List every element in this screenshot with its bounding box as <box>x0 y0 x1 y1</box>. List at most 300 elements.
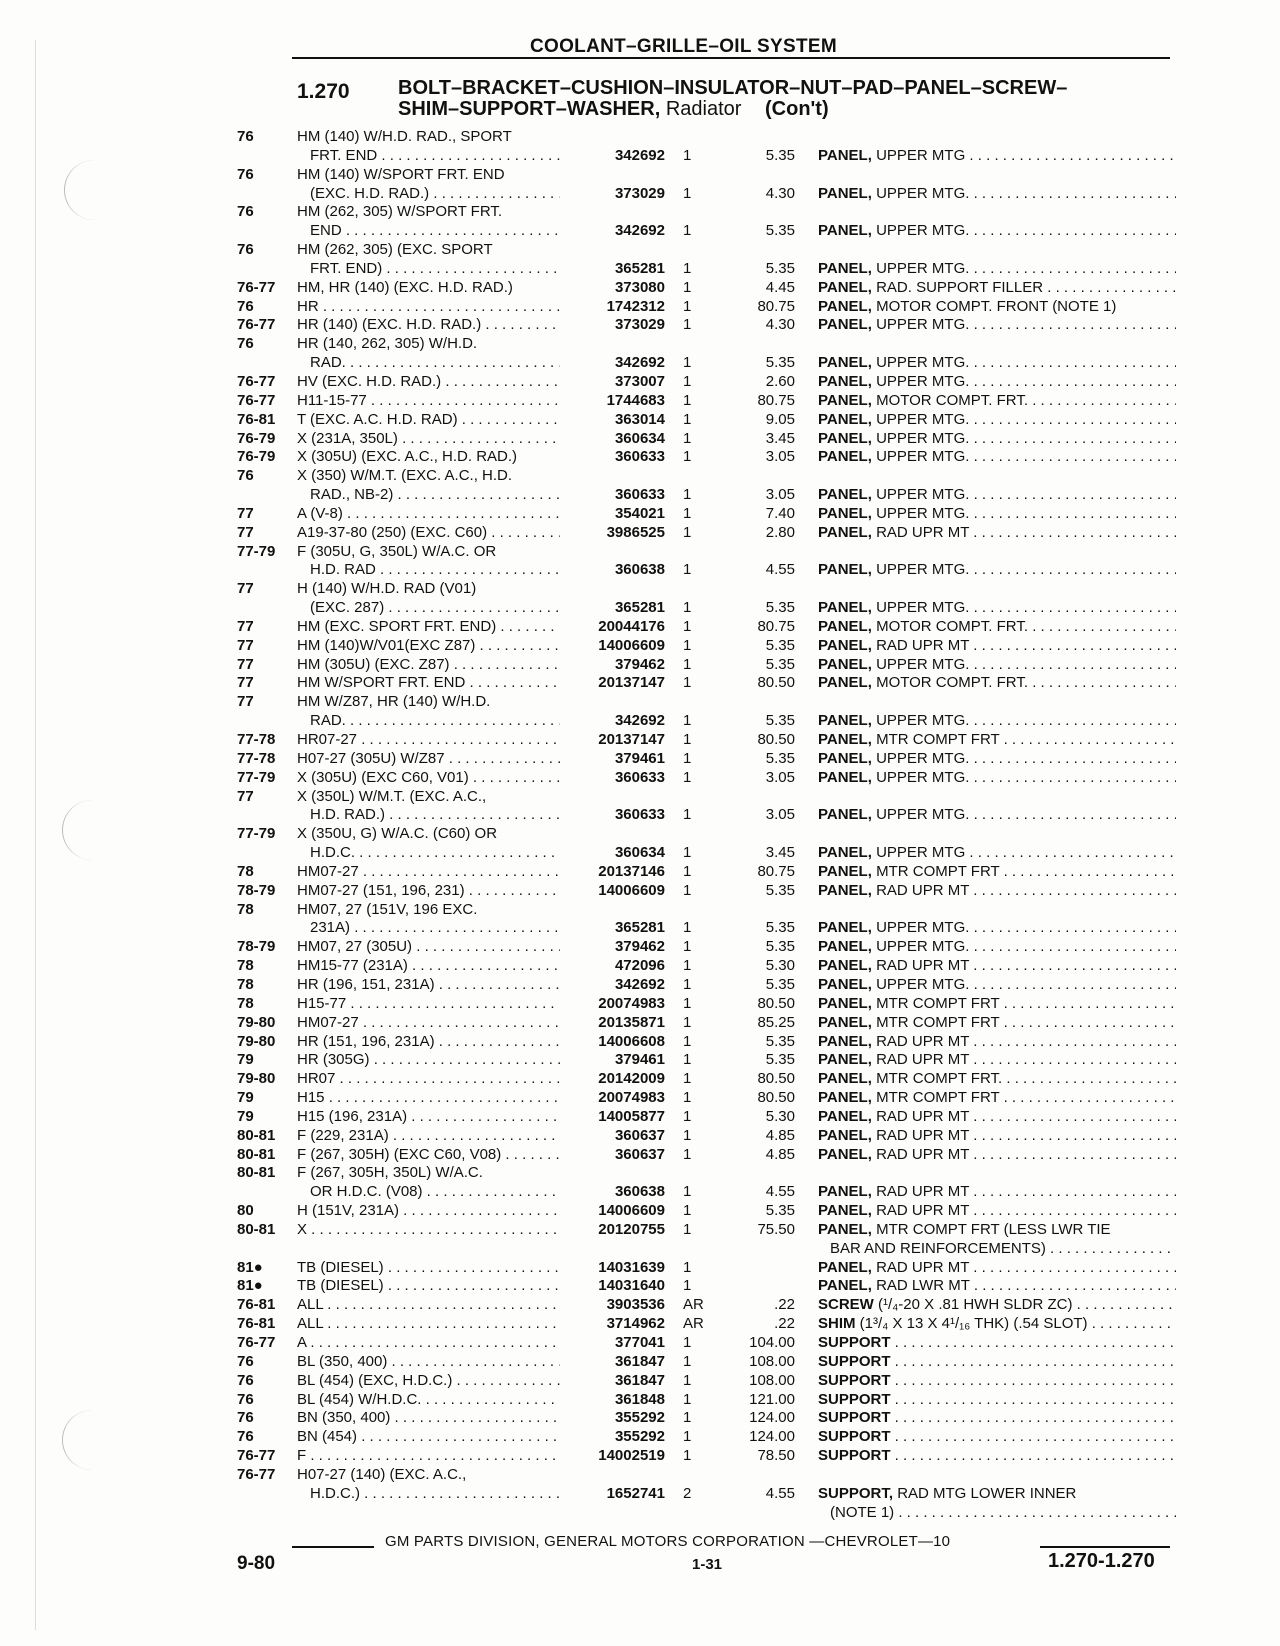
part-name <box>818 882 1176 901</box>
table-row <box>0 1466 1280 1485</box>
quantity: 1 <box>683 1107 692 1125</box>
part-name-detail: UPPER MTG. <box>876 184 970 202</box>
model-description: X (350U, G) W/A.C. (C60) OR <box>297 825 498 843</box>
table-row <box>0 1504 1280 1523</box>
part-name-noun: PANEL, <box>818 617 872 635</box>
part-name <box>818 1014 1176 1033</box>
model-year: 76 <box>237 297 254 315</box>
model-year: 78 <box>237 975 254 993</box>
model-year: 77-79 <box>237 542 276 560</box>
price: 80.50 <box>757 731 795 748</box>
quantity: 1 <box>683 599 692 617</box>
model-description: HR . . . <box>297 298 560 317</box>
part-number: 14006609 <box>598 1202 665 1220</box>
part-name-noun: PANEL, <box>818 523 872 541</box>
part-number: 14031640 <box>598 1277 665 1295</box>
model-year: 76-77 <box>237 316 276 334</box>
part-number: 360637 <box>614 1126 665 1144</box>
part-name-noun: PANEL, <box>818 1277 872 1295</box>
part-name-noun: PANEL, <box>818 448 872 466</box>
quantity: 1 <box>683 259 692 277</box>
part-name-noun: SUPPORT <box>818 1428 891 1446</box>
part-name <box>818 411 1176 430</box>
part-name <box>818 1221 1176 1240</box>
model-description: HM07-27 (151, 196, 231) . . . <box>297 882 560 901</box>
part-name-detail: BAR AND REINFORCEMENTS) <box>830 1239 1046 1257</box>
price: 124.00 <box>749 1428 795 1446</box>
part-number: 379462 <box>614 655 665 673</box>
part-name <box>818 712 1176 731</box>
quantity: 1 <box>683 712 692 730</box>
quantity: 1 <box>683 1126 692 1144</box>
part-name-noun: SUPPORT <box>818 1334 891 1351</box>
part-name-noun: PANEL, <box>818 712 872 730</box>
part-name-detail: (¹/₄-20 X .81 HWH SLDR ZC) <box>878 1296 1073 1314</box>
table-row <box>0 561 1280 580</box>
quantity: 1 <box>683 957 692 975</box>
model-description: X . . . <box>297 1221 560 1240</box>
part-name <box>818 976 1176 995</box>
table-row <box>0 185 1280 204</box>
price: 5.35 <box>765 919 795 937</box>
part-name-noun: PANEL, <box>818 881 872 899</box>
part-number: 377041 <box>614 1334 665 1351</box>
quantity: 1 <box>683 523 692 541</box>
quantity: 1 <box>683 146 692 164</box>
part-name-detail: RAD UPR MT <box>876 1258 970 1276</box>
table-row <box>0 1259 1280 1278</box>
model-year: 78 <box>237 862 254 880</box>
part-name <box>818 618 1176 637</box>
part-number: 14006609 <box>598 881 665 899</box>
part-name-detail: RAD UPR MT <box>876 636 970 654</box>
part-name-detail: MOTOR COMPT. FRONT (NOTE 1) <box>876 297 1117 315</box>
part-name-detail: RAD UPR MT <box>876 523 970 541</box>
quantity: 1 <box>683 316 692 334</box>
model-description: F (305U, G, 350L) W/A.C. OR <box>297 542 497 560</box>
table-row <box>0 938 1280 957</box>
section-title-items: SHIM–SUPPORT–WASHER, <box>398 98 661 120</box>
model-description: H07-27 (140) (EXC. A.C., <box>297 1465 467 1483</box>
part-name-detail: MTR COMPT FRT <box>876 994 1000 1012</box>
part-name-noun: PANEL, <box>818 391 872 409</box>
part-name-noun: PANEL, <box>818 278 872 296</box>
model-description: X (231A, 350L) . . . <box>297 430 560 449</box>
parts-table <box>0 128 1280 1522</box>
price: 5.30 <box>765 1107 795 1125</box>
model-description: BN (454) . . . <box>297 1428 560 1447</box>
model-year: 76-77 <box>237 1447 276 1465</box>
part-name <box>818 1127 1176 1146</box>
part-name <box>818 222 1176 241</box>
model-year: 79 <box>237 1089 254 1107</box>
table-row <box>0 1334 1280 1353</box>
part-number: 20074983 <box>598 994 665 1012</box>
part-name <box>818 769 1176 788</box>
model-description: F (267, 305H) (EXC C60, V08) . . . <box>297 1146 560 1165</box>
model-description: BN (350, 400) . . . <box>297 1409 560 1428</box>
footer-rule-left <box>292 1546 374 1548</box>
model-description: HM W/Z87, HR (140) W/H.D. <box>297 693 491 711</box>
model-year: 77 <box>237 523 254 541</box>
model-year: 77 <box>237 504 254 522</box>
model-year: 77-79 <box>237 768 276 786</box>
model-description: HR (140, 262, 305) W/H.D. <box>297 335 478 353</box>
section-title-suffix: Radiator <box>665 98 742 120</box>
quantity: 1 <box>683 1371 692 1389</box>
quantity: 1 <box>683 938 692 956</box>
model-description: BL (454) W/H.D.C. . . . <box>297 1391 560 1410</box>
quantity: 1 <box>683 1258 692 1276</box>
price: 80.50 <box>757 1070 795 1088</box>
part-name-noun: PANEL, <box>818 146 872 164</box>
model-year: 78-79 <box>237 881 276 899</box>
price: 5.35 <box>765 222 795 240</box>
model-year: 77 <box>237 674 254 692</box>
part-name-detail: MOTOR COMPT. FRT. <box>876 674 1029 692</box>
part-number: 342692 <box>614 354 665 372</box>
model-description: X (305U) (EXC. A.C., H.D. RAD.) <box>297 448 518 466</box>
part-name-noun: PANEL, <box>818 957 872 975</box>
table-row <box>0 335 1280 354</box>
part-name-noun: PANEL, <box>818 919 872 937</box>
table-row <box>0 1315 1280 1334</box>
part-name <box>818 1334 1176 1353</box>
table-row <box>0 430 1280 449</box>
part-name-noun: PANEL, <box>818 844 872 862</box>
model-description: (EXC. 287) . . . <box>310 599 560 618</box>
part-name-detail: RAD. SUPPORT FILLER <box>876 278 1044 296</box>
quantity: 1 <box>683 429 692 447</box>
part-number: 1742312 <box>606 297 665 315</box>
part-name <box>818 637 1176 656</box>
part-name-detail: RAD UPR MT <box>876 1051 970 1069</box>
part-name-noun: PANEL, <box>818 862 872 880</box>
table-row <box>0 693 1280 712</box>
quantity: 2 <box>683 1484 692 1502</box>
quantity: 1 <box>683 1428 692 1446</box>
model-description: RAD., NB-2) . . . <box>310 486 560 505</box>
model-year: 77 <box>237 787 254 805</box>
part-name-noun: PANEL, <box>818 1258 872 1276</box>
part-name <box>818 938 1176 957</box>
quantity: 1 <box>683 1409 692 1427</box>
part-number: 14006608 <box>598 1032 665 1050</box>
model-description: H.D. RAD . . . <box>310 561 560 580</box>
quantity: 1 <box>683 372 692 390</box>
model-description: HV (EXC. H.D. RAD.) . . . <box>297 373 560 392</box>
table-row <box>0 1183 1280 1202</box>
part-name <box>818 354 1176 373</box>
model-year: 77 <box>237 636 254 654</box>
part-number: 361848 <box>614 1390 665 1408</box>
quantity: 1 <box>683 561 692 579</box>
part-name-detail: RAD UPR MT <box>876 1126 970 1144</box>
part-name <box>818 505 1176 524</box>
price: 5.30 <box>765 957 795 975</box>
price: 5.35 <box>765 1032 795 1050</box>
model-year: 76-77 <box>237 1334 276 1351</box>
model-year: 76 <box>237 128 254 145</box>
model-description: BL (350, 400) . . . <box>297 1353 560 1372</box>
quantity: 1 <box>683 617 692 635</box>
model-description: X (305U) (EXC C60, V01) . . . <box>297 769 560 788</box>
part-name <box>818 185 1176 204</box>
part-number: 373029 <box>614 184 665 202</box>
model-description: H.D.C.) . . . <box>310 1485 560 1504</box>
part-name-noun: PANEL, <box>818 259 872 277</box>
table-row <box>0 1146 1280 1165</box>
table-row <box>0 1127 1280 1146</box>
part-name-detail: RAD UPR MT <box>876 1107 970 1125</box>
model-year: 80-81 <box>237 1126 276 1144</box>
part-number: 355292 <box>614 1409 665 1427</box>
part-name <box>818 1372 1176 1391</box>
model-description: HR (140) (EXC. H.D. RAD.) . . . <box>297 316 560 335</box>
price: 5.35 <box>765 712 795 730</box>
part-name <box>830 1240 1176 1259</box>
model-description: HM (140) W/SPORT FRT. END <box>297 165 505 183</box>
table-row <box>0 1353 1280 1372</box>
price: 3.45 <box>765 429 795 447</box>
table-row <box>0 392 1280 411</box>
table-row <box>0 1089 1280 1108</box>
part-name-detail: UPPER MTG. <box>876 938 970 956</box>
table-row <box>0 1108 1280 1127</box>
part-name-noun: PANEL, <box>818 655 872 673</box>
price: 80.75 <box>757 391 795 409</box>
quantity: 1 <box>683 881 692 899</box>
quantity: 1 <box>683 975 692 993</box>
part-name-detail: RAD UPR MT <box>876 957 970 975</box>
quantity: 1 <box>683 391 692 409</box>
part-name <box>818 260 1176 279</box>
part-name-detail: UPPER MTG. <box>876 486 970 504</box>
price: 5.35 <box>765 655 795 673</box>
part-number: 3903536 <box>606 1296 665 1314</box>
part-name-detail: MTR COMPT FRT <box>876 1013 1000 1031</box>
part-name-detail: (1³/₄ X 13 X 4¹/₁₆ THK) (.54 SLOT) <box>859 1315 1088 1333</box>
part-number: 360633 <box>614 448 665 466</box>
quantity: 1 <box>683 1447 692 1465</box>
table-row <box>0 316 1280 335</box>
price: 3.05 <box>765 448 795 466</box>
table-row <box>0 901 1280 920</box>
quantity: 1 <box>683 1183 692 1201</box>
part-name <box>818 561 1176 580</box>
part-name-noun: SHIM <box>818 1315 856 1333</box>
table-row <box>0 1409 1280 1428</box>
part-name-noun: PANEL, <box>818 1032 872 1050</box>
part-name <box>818 1315 1176 1334</box>
part-number: 373080 <box>614 278 665 296</box>
model-year: 76-81 <box>237 410 276 428</box>
table-row <box>0 524 1280 543</box>
part-number: 361847 <box>614 1371 665 1389</box>
model-description: F (267, 305H, 350L) W/A.C. <box>297 1164 483 1182</box>
quantity: 1 <box>683 1352 692 1370</box>
price: 75.50 <box>757 1220 795 1238</box>
model-year: 76 <box>237 1428 254 1446</box>
model-description: HR07-27 . . . <box>297 731 560 750</box>
price: 3.45 <box>765 844 795 862</box>
part-number: 360634 <box>614 429 665 447</box>
table-row <box>0 1070 1280 1089</box>
table-row <box>0 505 1280 524</box>
model-description: F (229, 231A) . . . <box>297 1127 560 1146</box>
model-description: H.D.C. . . . <box>310 844 560 863</box>
part-number: 472096 <box>614 957 665 975</box>
model-year: 76 <box>237 1390 254 1408</box>
part-number: 379461 <box>614 1051 665 1069</box>
model-description: HM07-27 . . . <box>297 863 560 882</box>
model-description: HM W/SPORT FRT. END . . . <box>297 674 560 693</box>
price: 4.55 <box>765 1484 795 1502</box>
part-name-detail: UPPER MTG. <box>876 919 970 937</box>
model-description: BL (454) (EXC, H.D.C.) . . . <box>297 1372 560 1391</box>
price: 80.75 <box>757 862 795 880</box>
quantity: 1 <box>683 674 692 692</box>
model-year: 76-77 <box>237 372 276 390</box>
part-number: 373007 <box>614 372 665 390</box>
table-row <box>0 467 1280 486</box>
model-year: 76 <box>237 1371 254 1389</box>
part-name-noun: PANEL, <box>818 1220 872 1238</box>
part-number: 3986525 <box>606 523 665 541</box>
quantity: 1 <box>683 1070 692 1088</box>
footer-section-ref: 1.270-1.270 <box>1048 1550 1155 1572</box>
model-year: 78 <box>237 994 254 1012</box>
quantity: 1 <box>683 504 692 522</box>
part-name-noun: PANEL, <box>818 184 872 202</box>
quantity: 1 <box>683 1032 692 1050</box>
table-row <box>0 637 1280 656</box>
part-name-detail: UPPER MTG. <box>876 806 970 824</box>
model-description: HM (305U) (EXC. Z87) . . . <box>297 656 560 675</box>
part-number: 342692 <box>614 712 665 730</box>
part-number: 379461 <box>614 749 665 767</box>
model-description: HM (140)W/V01(EXC Z87) . . . <box>297 637 560 656</box>
model-description: HM (140) W/H.D. RAD., SPORT <box>297 128 512 145</box>
table-row <box>0 1372 1280 1391</box>
model-description: TB (DIESEL) . . . <box>297 1259 560 1278</box>
part-name-noun: PANEL, <box>818 222 872 240</box>
part-name-detail: UPPER MTG <box>876 146 966 164</box>
model-year: 77-78 <box>237 749 276 767</box>
part-name <box>818 524 1176 543</box>
part-name-detail: UPPER MTG. <box>876 504 970 522</box>
model-description: RAD. . . . <box>310 712 560 731</box>
part-number: 360633 <box>614 486 665 504</box>
quantity: 1 <box>683 749 692 767</box>
model-description: (EXC. H.D. RAD.) . . . <box>310 185 560 204</box>
table-row <box>0 1447 1280 1466</box>
price: .22 <box>774 1315 795 1333</box>
model-year: 77-79 <box>237 825 276 843</box>
quantity: 1 <box>683 1089 692 1107</box>
price: 5.35 <box>765 146 795 164</box>
model-description: HM15-77 (231A) . . . <box>297 957 560 976</box>
table-row <box>0 448 1280 467</box>
quantity: 1 <box>683 731 692 748</box>
price: .22 <box>774 1296 795 1314</box>
part-name <box>818 599 1176 618</box>
part-name-detail: RAD UPR MT <box>876 1032 970 1050</box>
part-name <box>818 1146 1176 1165</box>
quantity: 1 <box>683 278 692 296</box>
price: 4.30 <box>765 316 795 334</box>
part-name <box>818 392 1176 411</box>
part-number: 20120755 <box>598 1220 665 1238</box>
part-name-detail: RAD UPR MT <box>876 1202 970 1220</box>
model-description: H15 (196, 231A) . . . <box>297 1108 560 1127</box>
part-name <box>818 1447 1176 1466</box>
model-year: 77 <box>237 655 254 673</box>
part-number: 365281 <box>614 599 665 617</box>
model-description: HM (262, 305) (EXC. SPORT <box>297 241 493 259</box>
model-description: A . . . <box>297 1334 560 1353</box>
quantity: 1 <box>683 844 692 862</box>
part-number: 20044176 <box>598 617 665 635</box>
price: 5.35 <box>765 749 795 767</box>
quantity: 1 <box>683 222 692 240</box>
table-row <box>0 486 1280 505</box>
quantity: AR <box>683 1315 704 1333</box>
model-year: 76-79 <box>237 429 276 447</box>
model-year: 76-77 <box>237 391 276 409</box>
part-number: 360638 <box>614 1183 665 1201</box>
table-row <box>0 166 1280 185</box>
part-name-noun: PANEL, <box>818 749 872 767</box>
price: 4.45 <box>765 278 795 296</box>
part-name-noun: PANEL, <box>818 806 872 824</box>
model-year: 77 <box>237 580 254 598</box>
part-name <box>818 674 1176 693</box>
price: 108.00 <box>749 1371 795 1389</box>
part-number: 363014 <box>614 410 665 428</box>
model-description: X (350L) W/M.T. (EXC. A.C., <box>297 787 487 805</box>
part-name-noun: PANEL, <box>818 316 872 334</box>
part-name <box>830 1504 1176 1523</box>
table-row <box>0 260 1280 279</box>
model-year: 79-80 <box>237 1032 276 1050</box>
table-row <box>0 1051 1280 1070</box>
table-row <box>0 580 1280 599</box>
price: 3.05 <box>765 806 795 824</box>
part-name <box>818 1277 1176 1296</box>
part-name-detail: UPPER MTG. <box>876 768 970 786</box>
model-description: HM, HR (140) (EXC. H.D. RAD.) <box>297 278 513 296</box>
part-name-noun: SUPPORT <box>818 1371 891 1389</box>
model-year: 80 <box>237 1202 254 1220</box>
quantity: 1 <box>683 1051 692 1069</box>
quantity: AR <box>683 1296 704 1314</box>
part-name <box>818 919 1176 938</box>
part-name-noun: PANEL, <box>818 504 872 522</box>
price: 7.40 <box>765 504 795 522</box>
table-row <box>0 1202 1280 1221</box>
price: 5.35 <box>765 599 795 617</box>
part-name-detail: UPPER MTG. <box>876 975 970 993</box>
quantity: 1 <box>683 636 692 654</box>
table-row <box>0 1221 1280 1240</box>
price: 78.50 <box>757 1447 795 1465</box>
footer-date: 9-80 <box>237 1553 276 1574</box>
part-name-detail: UPPER MTG. <box>876 316 970 334</box>
table-row <box>0 1164 1280 1183</box>
part-number: 20137146 <box>598 862 665 880</box>
model-year: 76 <box>237 467 254 485</box>
